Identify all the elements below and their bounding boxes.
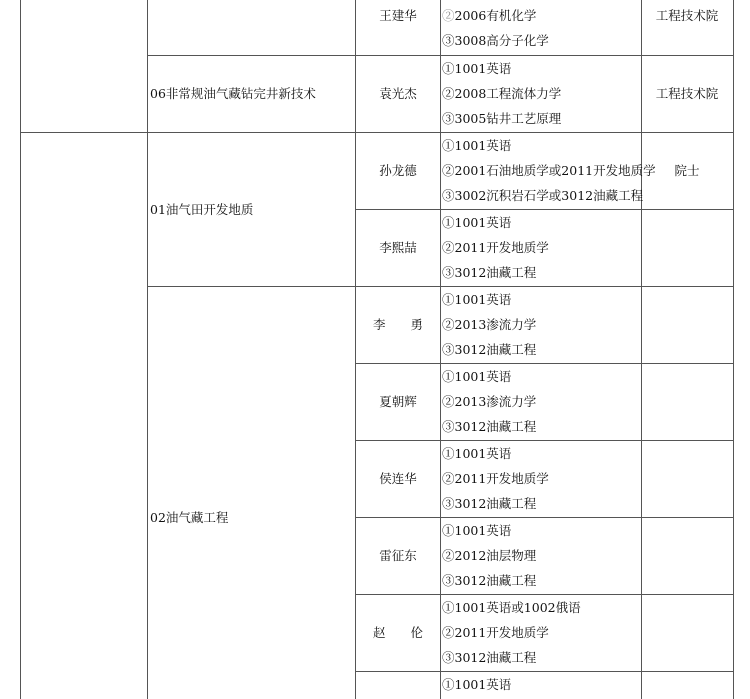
course-line: ③3008高分子化学 — [442, 33, 549, 48]
course-line: ②2001石油地质学或2011开发地质学 — [442, 163, 656, 178]
teacher-name: 雷征东 — [379, 548, 417, 563]
course-line: ③3012油藏工程 — [442, 265, 537, 280]
college-name: 院士 — [674, 163, 700, 178]
course-line: ③3012油藏工程 — [442, 650, 537, 665]
course-line: ③3012油藏工程 — [442, 496, 537, 511]
teacher-name: 孙龙德 — [379, 163, 417, 178]
course-line: ②2012油层物理 — [442, 548, 537, 563]
research-direction: 06非常规油气藏钻完井新技术 — [150, 86, 316, 101]
course-line: ③3012油藏工程 — [442, 342, 537, 357]
teacher-name: 李熙喆 — [379, 240, 417, 255]
course-text: 2006有机化学 — [454, 8, 537, 23]
course-line: ②2011开发地质学 — [442, 240, 549, 255]
teacher-name: 夏朝辉 — [379, 394, 417, 409]
course-line: ②2006有机化学 — [442, 8, 537, 23]
course-line: ③3012油藏工程 — [442, 573, 537, 588]
teacher-name: 王建华 — [379, 8, 417, 23]
course-line: ①1001英语 — [442, 523, 512, 538]
course-line: ②2011开发地质学 — [442, 625, 549, 640]
course-line: ①1001英语 — [442, 292, 512, 307]
course-line: ①1001英语 — [442, 446, 512, 461]
course-line: ①1001英语 — [442, 61, 512, 76]
course-line: ③3005钻井工艺原理 — [442, 111, 562, 126]
research-direction: 02油气藏工程 — [150, 510, 229, 525]
course-line: ②2013渗流力学 — [442, 394, 537, 409]
teacher-name: 袁光杰 — [379, 86, 417, 101]
course-line: ①1001英语或1002俄语 — [442, 600, 581, 615]
course-line: ③3002沉积岩石学或3012油藏工程 — [442, 188, 644, 203]
teacher-name: 赵 伦 — [372, 625, 423, 640]
course-line: ②2013渗流力学 — [442, 317, 537, 332]
teacher-name: 李 勇 — [372, 317, 423, 332]
course-line: ③3012油藏工程 — [442, 419, 537, 434]
research-direction: 01油气田开发地质 — [150, 202, 254, 217]
course-line: ①1001英语 — [442, 138, 512, 153]
teacher-name: 侯连华 — [379, 471, 417, 486]
course-line: ②2011开发地质学 — [442, 471, 549, 486]
course-line: ①1001英语 — [442, 369, 512, 384]
course-line: ①1001英语 — [442, 677, 512, 692]
college-name: 工程技术院 — [655, 86, 719, 101]
course-line: ②2008工程流体力学 — [442, 86, 562, 101]
college-name: 工程技术院 — [655, 8, 719, 23]
course-line: ①1001英语 — [442, 215, 512, 230]
